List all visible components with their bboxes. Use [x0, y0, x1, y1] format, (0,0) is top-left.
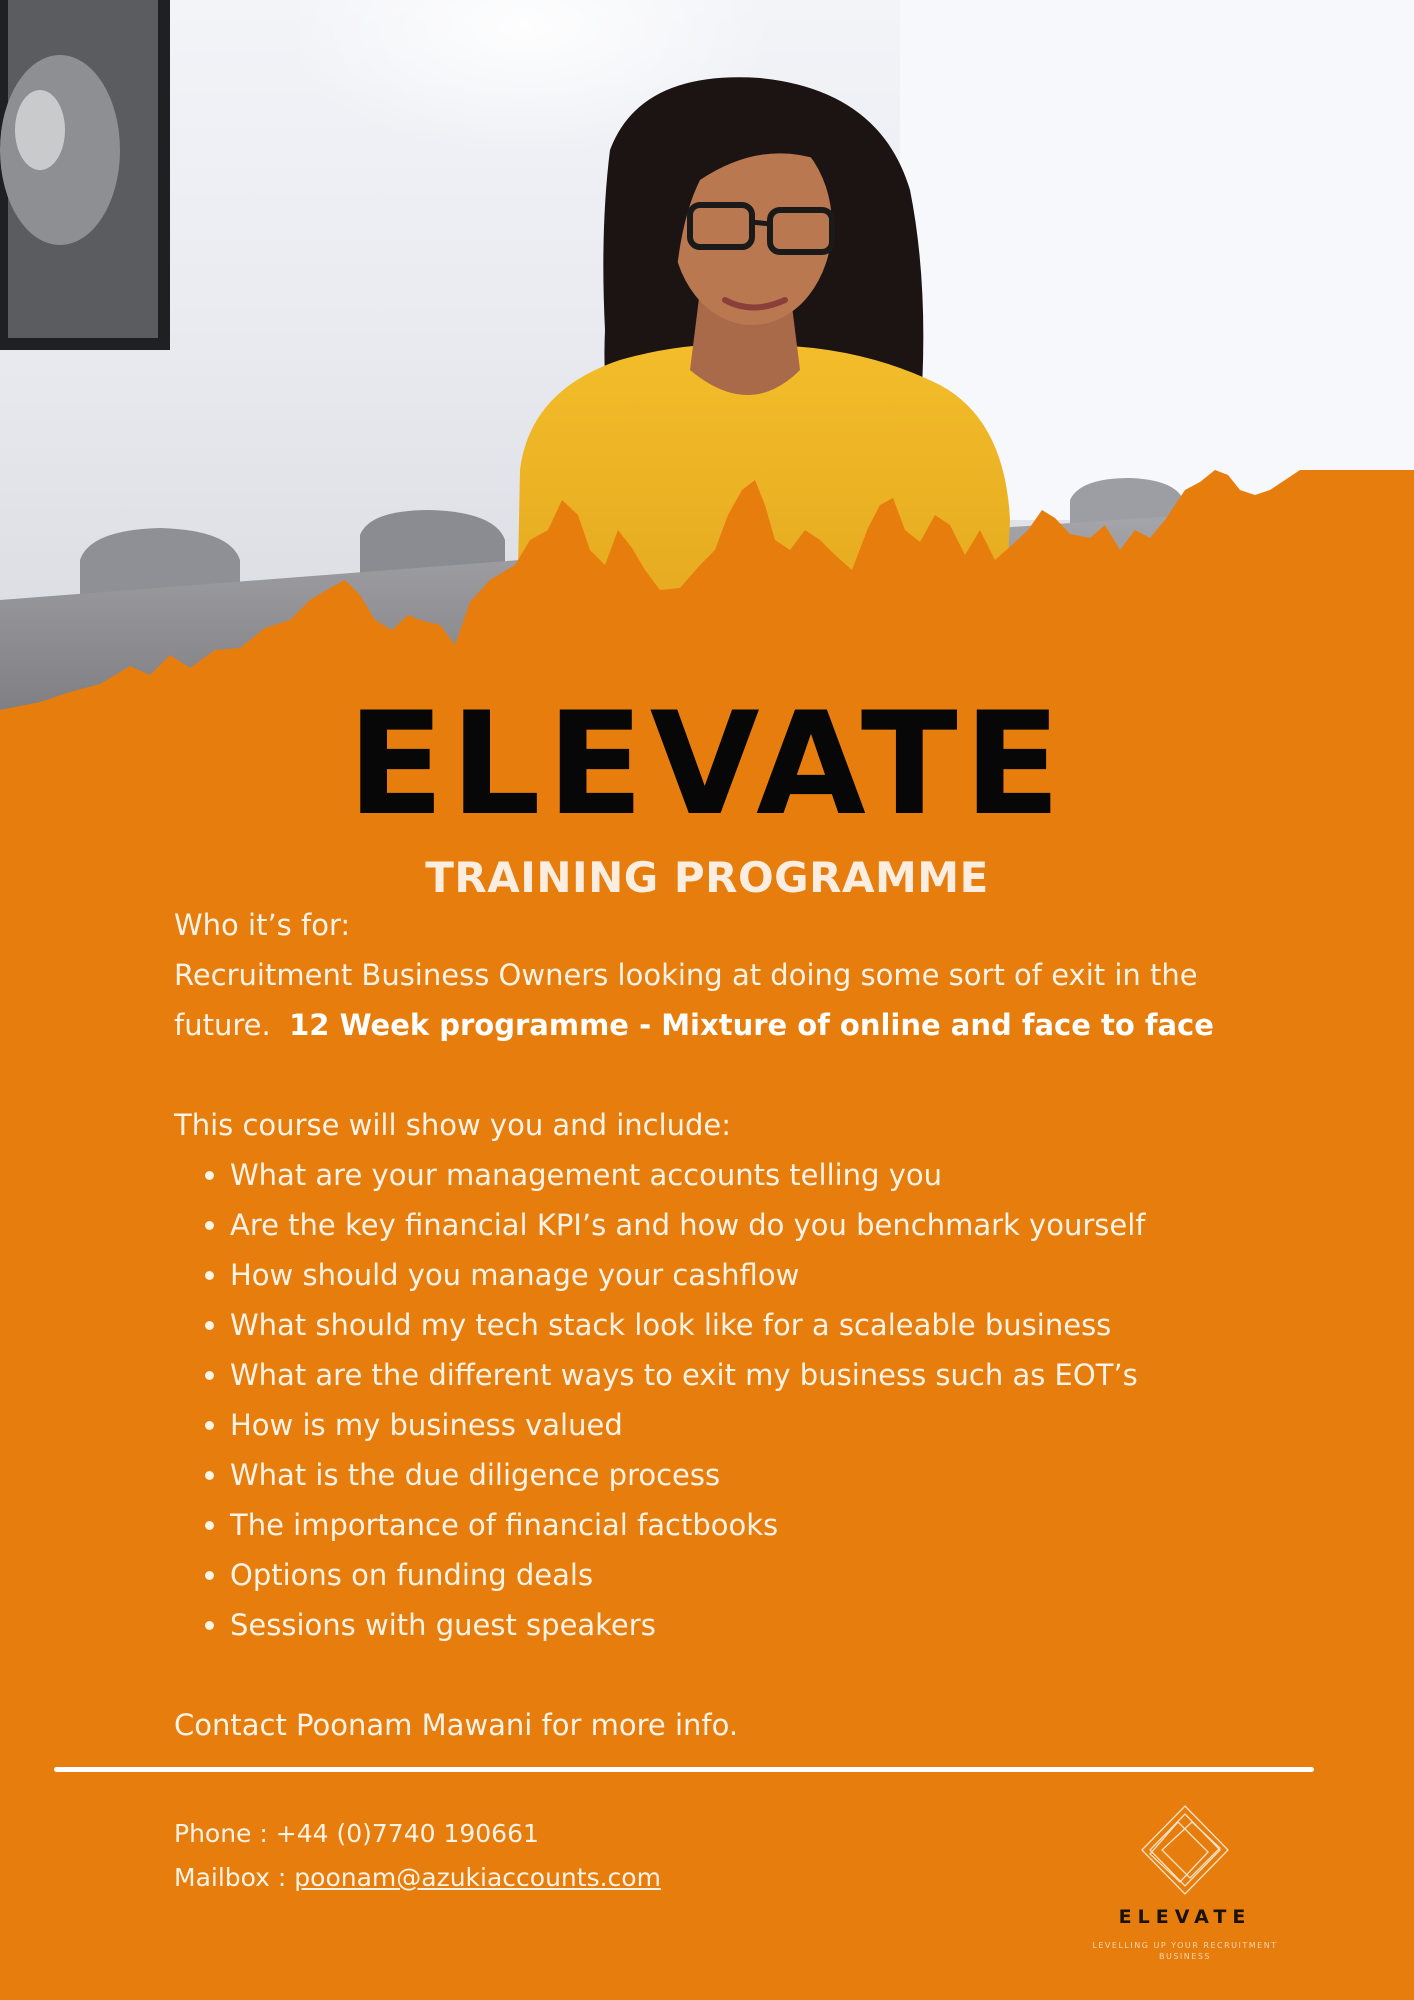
audience-description: Recruitment Business Owners looking at doing some sort of exit in the future. — [174, 958, 1198, 1042]
list-item: • What are the different ways to exit my business such as EOT’s — [230, 1350, 1284, 1400]
list-item: • What should my tech stack look like for a scaleable business — [230, 1300, 1284, 1350]
diamond-logo-icon — [1070, 1800, 1300, 1900]
audience-label: Who it’s for: — [174, 908, 351, 942]
programme-description — [174, 900, 1284, 1750]
list-item: • Are the key financial KPI’s and how do you benchmark yourself — [230, 1200, 1284, 1250]
list-item: • How should you manage your cashflow — [230, 1250, 1284, 1300]
list-item: • Options on funding deals — [230, 1550, 1284, 1600]
audience-text — [174, 950, 1284, 1050]
page-title: ELEVATE — [347, 682, 1067, 847]
course-topic-list — [174, 1150, 1284, 1650]
logo-tagline: LEVELLING UP YOUR RECRUITMENT BUSINESS — [1092, 1941, 1278, 1961]
email-link[interactable]: poonam@azukiaccounts.com — [294, 1863, 661, 1892]
spacer — [174, 1050, 1284, 1100]
page-subtitle: TRAINING PROGRAMME — [425, 853, 989, 902]
email-label: Mailbox : — [174, 1863, 295, 1892]
logo-wordmark: ELEVATE — [1118, 1906, 1252, 1928]
list-item: • What is the due diligence process — [230, 1450, 1284, 1500]
phone-row — [174, 1812, 661, 1856]
course-lead: This course will show you and include: — [174, 1108, 732, 1142]
contact-cta: Contact Poonam Mawani for more info. — [174, 1708, 739, 1742]
divider — [54, 1767, 1314, 1772]
list-item: • What are your management accounts telling you — [230, 1150, 1284, 1200]
contact-details — [174, 1812, 661, 1900]
list-item: • The importance of financial factbooks — [230, 1500, 1284, 1550]
list-item: • How is my business valued — [230, 1400, 1284, 1450]
email-row — [174, 1856, 661, 1900]
programme-highlight: 12 Week programme - Mixture of online and face to face — [289, 1008, 1214, 1042]
phone-number[interactable]: +44 (0)7740 190661 — [275, 1819, 539, 1848]
phone-label: Phone : — [174, 1819, 276, 1848]
list-item: • Sessions with guest speakers — [230, 1600, 1284, 1650]
spacer — [174, 1650, 1284, 1700]
brand-logo — [1070, 1800, 1300, 1970]
